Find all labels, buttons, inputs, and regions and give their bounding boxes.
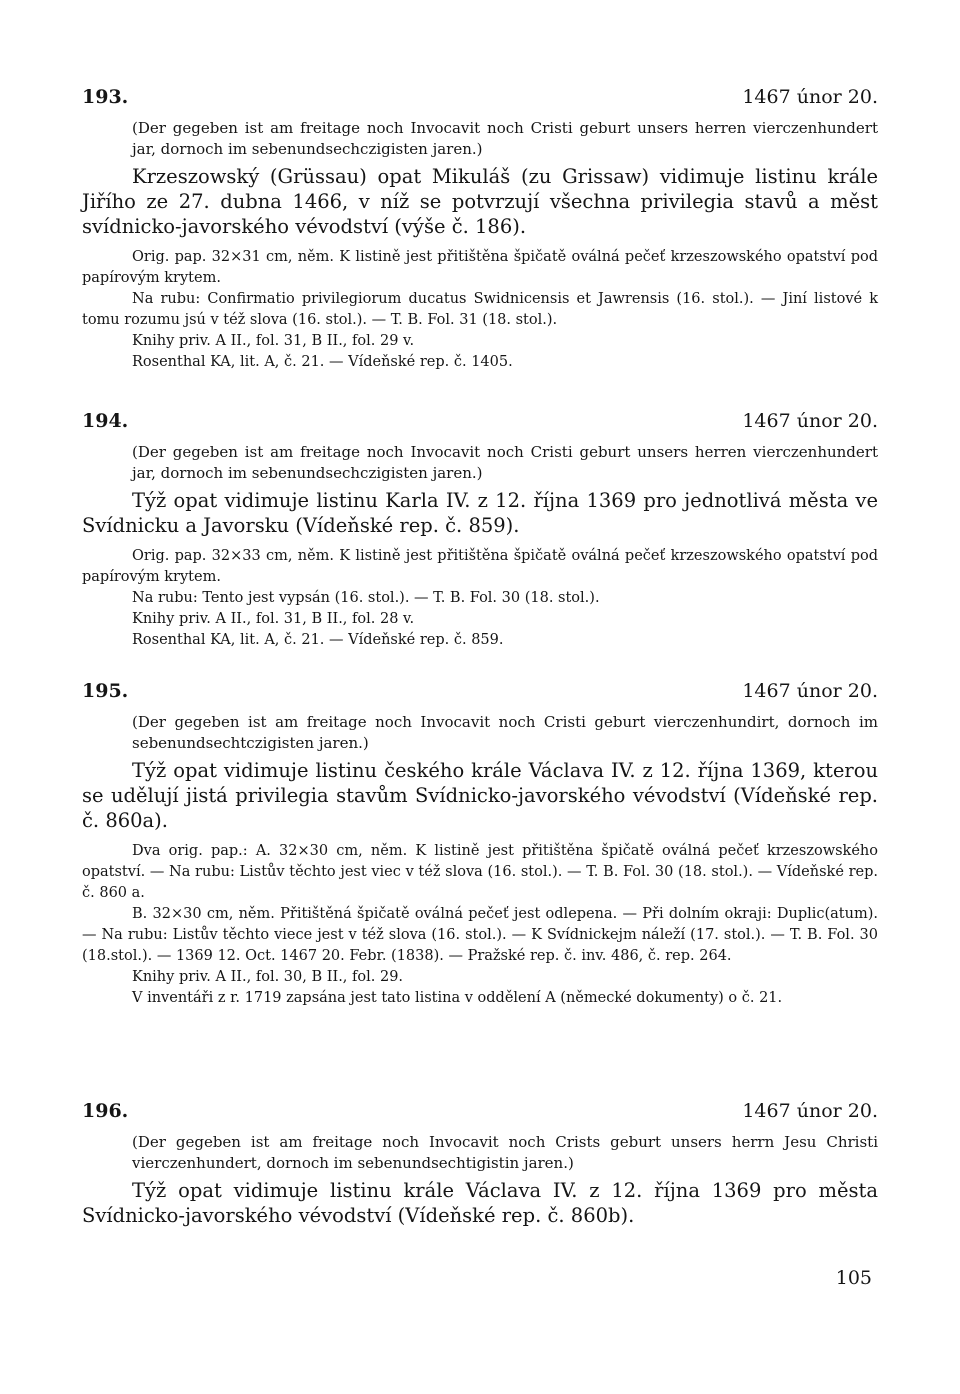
- entry-194: [82, 410, 878, 651]
- entry-header: [82, 410, 878, 440]
- entry-196: [82, 1100, 878, 1228]
- entry-header: [82, 86, 878, 116]
- entry-number: 194.: [82, 410, 129, 432]
- archival-note: Knihy priv. A II., fol. 31, B II., fol. 29 v.: [132, 333, 415, 349]
- entry-number: 196.: [82, 1100, 129, 1122]
- entry-date: 1467 únor 20.: [742, 680, 878, 702]
- regest-text: Týž opat vidimuje listinu krále Václava IV. z 12. října 1369 pro města Svídnicko-javorského vévodství (Vídeňské rep. č. 860b).: [82, 1179, 878, 1227]
- archival-note: Na rubu: Confirmatio privilegiorum ducatus Swidnicensis et Jawrensis (16. stol.). — Jiní listové k tomu rozumu jsú v též slova (16. stol.). — T. B. Fol. 31 (18. stol.).: [82, 291, 878, 328]
- entry-date: 1467 únor 20.: [742, 410, 878, 432]
- archival-note: Knihy priv. A II., fol. 31, B II., fol. 28 v.: [132, 611, 415, 627]
- archival-note: Orig. pap. 32×31 cm, něm. K listině jest přitištěna špičatě oválná pečeť krzeszowského opatství pod papírovým krytem.: [82, 249, 878, 286]
- entry-date: 1467 únor 20.: [742, 1100, 878, 1122]
- regest-text: Krzeszowský (Grüssau) opat Mikuláš (zu Grissaw) vidimuje listinu krále Jiřího ze 27. dubna 1466, v níž se potvrzují všechna privilegia stavů a měst svídnicko-javorského vévodství (výše č. 186).: [82, 165, 878, 238]
- entry-195: [82, 680, 878, 1009]
- page-number: 105: [835, 1267, 872, 1289]
- german-dating-clause: (Der gegeben ist am freitage noch Invocavit noch Cristi geburt unsers herren vierczenhundert jar, dornoch im sebenundsechczigisten jaren.): [132, 119, 878, 158]
- regest-text: Týž opat vidimuje listinu českého krále Václava IV. z 12. října 1369, kterou se udělují jistá privilegia stavům Svídnicko-javorského vévodství (Vídeňské rep. č. 860a).: [82, 759, 878, 832]
- archival-note: Knihy priv. A II., fol. 30, B II., fol. 29.: [132, 969, 404, 985]
- german-dating-clause: (Der gegeben ist am freitage noch Invocavit noch Cristi geburt vierczenhundirt, dornoch im sebenundsechtczigisten jaren.): [132, 713, 878, 752]
- archival-note: Na rubu: Tento jest vypsán (16. stol.). — T. B. Fol. 30 (18. stol.).: [132, 590, 600, 606]
- entry-number: 195.: [82, 680, 129, 702]
- entry-number: 193.: [82, 86, 129, 108]
- archival-note: Dva orig. pap.: A. 32×30 cm, něm. K listině jest přitištěna špičatě oválná pečeť krzeszowského opatství. — Na rubu: Listův těchto jest viec v též slova (16. stol.). — T. B. Fol. 30 (18. stol.). — Vídeňské rep. č. 860 a.: [82, 843, 878, 901]
- entry-header: [82, 680, 878, 710]
- entry-193: [82, 86, 878, 373]
- archival-note: Rosenthal KA, lit. A, č. 21. — Vídeňské rep. č. 1405.: [132, 354, 513, 370]
- german-dating-clause: (Der gegeben ist am freitage noch Invocavit noch Cristi geburt unsers herren vierczenhundert jar, dornoch im sebenundsechczigisten jaren.): [132, 443, 878, 482]
- archival-note: Rosenthal KA, lit. A, č. 21. — Vídeňské rep. č. 859.: [132, 632, 504, 648]
- german-dating-clause: (Der gegeben ist am freitage noch Invocavit noch Crists geburt unsers herrn Jesu Christi vierczenhundert, dornoch im sebenundsechtigistin jaren.): [132, 1133, 878, 1172]
- entry-header: [82, 1100, 878, 1130]
- regest-text: Týž opat vidimuje listinu Karla IV. z 12. října 1369 pro jednotlivá města ve Svídnicku a Javorsku (Vídeňské rep. č. 859).: [82, 489, 878, 537]
- archival-note: V inventáři z r. 1719 zapsána jest tato listina v oddělení A (německé dokumenty) o č. 21.: [132, 990, 783, 1006]
- entry-date: 1467 únor 20.: [742, 86, 878, 108]
- archival-note: B. 32×30 cm, něm. Přitištěná špičatě oválná pečeť jest odlepena. — Při dolním okraji: Duplic(atum). — Na rubu: Listův těchto viece jest v též slova (16. stol.). — K Svídnickejm náleží (17. stol.). — T. B. Fol. 30 (18.stol.). — 1369 12. Oct. 1467 20. Febr. (1838). — Pražské rep. č. inv. 486, č. rep. 264.: [82, 906, 878, 964]
- archival-note: Orig. pap. 32×33 cm, něm. K listině jest přitištěna špičatě oválná pečeť krzeszowského opatství pod papírovým krytem.: [82, 548, 878, 585]
